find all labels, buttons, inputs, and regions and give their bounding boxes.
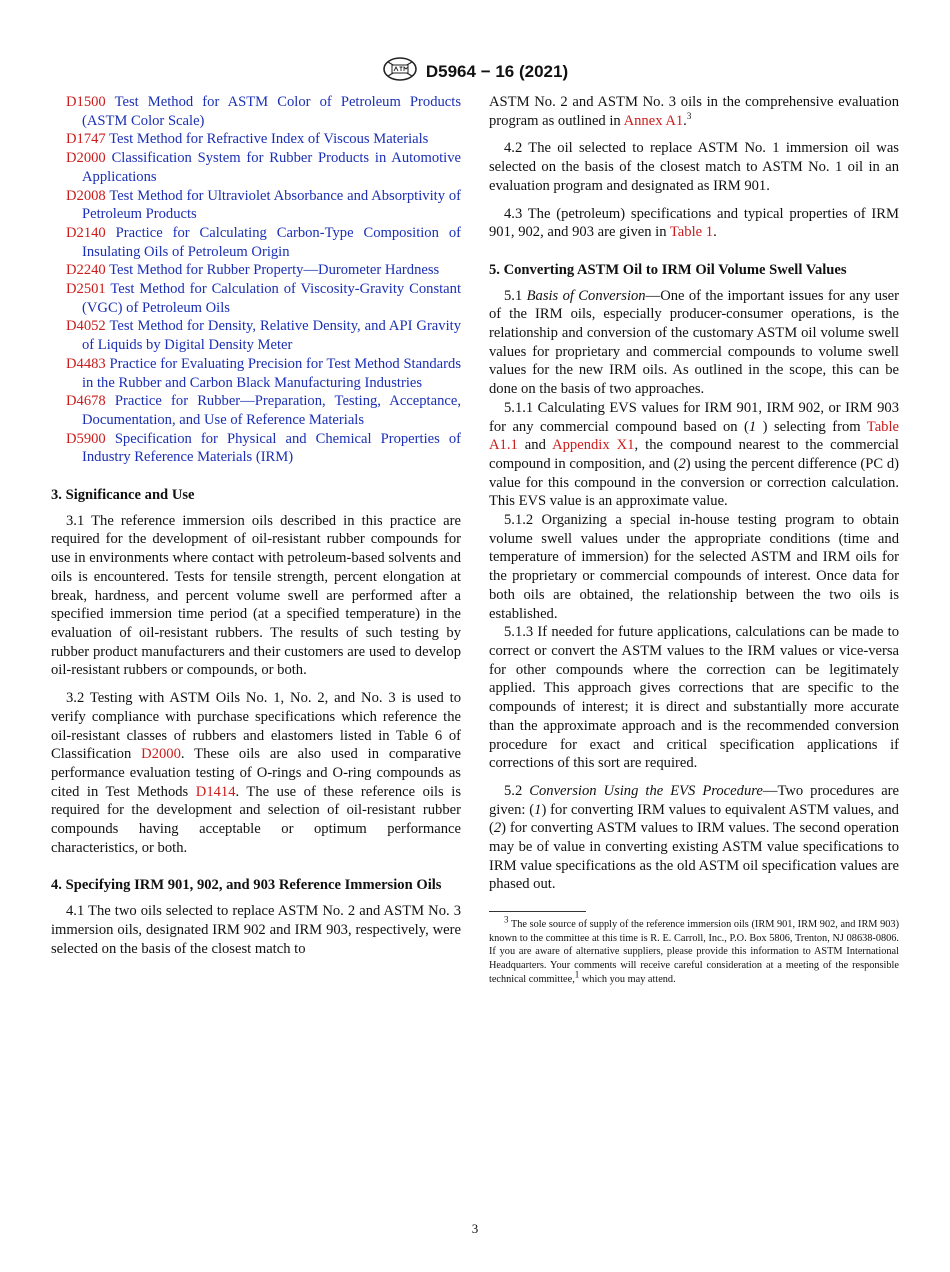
reference-item[interactable] [51, 392, 461, 429]
right-column [489, 93, 899, 986]
paragraph-4-2: 4.2 The oil selected to replace ASTM No. 1 immersion oil was selected on the basis of the closest match to ASTM No. 1 oil in an evaluation program and designated as IRM 901. [489, 140, 899, 194]
paragraph-3-2: 3.2 Testing with ASTM Oils No. 1, No. 2, and No. 3 is used to verify compliance with purchase specifications which reference the oil-resistant classes of rubbers and elastomers listed in Table 6 of Classification D2000. These oils are also used in comparative performance evaluation testing of O-rings and O-ring compounds as cited in Test Methods D1414. The use of these reference oils is required for the development and selection of oil-resistant rubber compounds having acceptable or optimum performance characteristics, or both. [51, 690, 462, 856]
paragraph-4-1-continued: ASTM No. 2 and ASTM No. 3 oils in the comprehensive evaluation program as outlined in Annex A1.$^3$ [489, 94, 899, 129]
reference-title[interactable]: Test Method for Calculation of Viscosity-Gravity Constant (VGC) of Petroleum Oils [82, 281, 462, 316]
link-d1414[interactable]: D1414 [195, 783, 236, 800]
reference-item[interactable] [51, 130, 461, 149]
reference-item[interactable] [51, 93, 461, 130]
reference-code[interactable]: D2140 [66, 224, 106, 241]
reference-title[interactable]: Test Method for ASTM Color of Petroleum Products (ASTM Color Scale) [82, 94, 461, 129]
footnote-3: $^3$ The sole source of supply of the reference immersion oils (IRM 901, IRM 902, and IRM 903) known to the committee at this time is R. E. Carroll, Inc., P.O. Box 5806, Trenton, NJ 08638-0806. If you are aware of alternative suppliers, please provide this information to ASTM International Headquarters. Your comments will receive careful consideration at a meeting of the responsible technical committee,$^1$ which you may attend. [489, 914, 899, 985]
left-column [51, 93, 461, 958]
reference-code[interactable]: D4052 [66, 318, 106, 335]
paragraph-5-1-3: 5.1.3 If needed for future applications, calculations can be made to correct or convert the ASTM values to the IRM values or vice-versa for other compounds where the correction can be legitimately applied. This approach gives corrections that are specific to the compounds of interest; it is direct and substantially more accurate than the approximate approach and is the recommended conversion procedure for exact and critical specification applications if corrections of this sort are required. [489, 624, 899, 772]
section-4-heading: 4. Specifying IRM 901, 902, and 903 Reference Immersion Oils [51, 877, 442, 894]
reference-item[interactable] [51, 261, 461, 280]
referenced-documents-list [51, 93, 461, 467]
link-table-1[interactable]: Table 1 [669, 224, 714, 241]
reference-code[interactable]: D1500 [66, 94, 106, 110]
page-number: 3 [471, 1221, 479, 1236]
link-appendix-x1[interactable]: Appendix X1 [552, 437, 635, 454]
reference-item[interactable] [51, 355, 461, 392]
paragraph-4-3: 4.3 The (petroleum) specifications and typical properties of IRM 901, 902, and 903 are given in Table 1. [489, 205, 899, 241]
page-header [0, 56, 950, 87]
section-5-heading: 5. Converting ASTM Oil to IRM Oil Volume Swell Values [489, 261, 847, 278]
reference-title[interactable]: Test Method for Rubber Property—Durometer Hardness [109, 262, 440, 279]
link-annex-a1[interactable]: Annex A1 [623, 112, 684, 129]
reference-code[interactable]: D4678 [66, 393, 106, 410]
paragraph-3-1: 3.1 The reference immersion oils described in this practice are required for the development of oil-resistant rubber compounds for use in environments where contact with petroleum-based solvents and oils is encountered. Tests for tensile strength, percent elongation at break, hardness, and percent volume swell are performed after a specified immersion time period (at a specified temperature) in the evaluation of oil-resistant rubbers. The results of such testing by rubber product manufacturers and their customers are used to develop oil-resistant rubbers or compounds, or both. [51, 512, 461, 679]
reference-title[interactable]: Test Method for Refractive Index of Viscous Materials [109, 131, 429, 148]
paragraph-5-1-1: 5.1.1 Calculating EVS values for IRM 901, IRM 902, or IRM 903 for any commercial compound based on (1 ) selecting from Table A1.1 and Appendix X1, the compound nearest to the commercial compound in composition, and (2) using the percent difference (PC d) value for this compound in the conversion or correction calculation. This EVS value is an approximate value. [489, 399, 899, 510]
reference-title[interactable]: Specification for Physical and Chemical Properties of Industry Reference Materials (IRM) [82, 430, 461, 466]
reference-code[interactable]: D4483 [66, 355, 106, 372]
paragraph-4-1: 4.1 The two oils selected to replace ASTM No. 2 and ASTM No. 3 immersion oils, designated IRM 902 and IRM 903, respectively, were selected on the basis of the closest match to [51, 903, 461, 957]
reference-code[interactable]: D1747 [66, 131, 106, 148]
reference-item[interactable] [51, 224, 461, 261]
reference-item[interactable] [51, 430, 461, 467]
reference-title[interactable]: Practice for Evaluating Precision for Test Method Standards in the Rubber and Carbon Black Manufacturing Industries [82, 355, 461, 391]
reference-title[interactable]: Practice for Rubber—Preparation, Testing, Acceptance, Documentation, and Use of Reference Materials [82, 393, 461, 428]
reference-code[interactable]: D2501 [66, 281, 106, 298]
paragraph-5-2: 5.2 Conversion Using the EVS Procedure—Two procedures are given: (1) for converting IRM values to equivalent ASTM values, and (2) for converting ASTM values to IRM values. The second operation may be of value in converting existing ASTM value specifications to IRM value specifications as the old ASTM oil specification values are phased out. [489, 782, 900, 893]
reference-title[interactable]: Test Method for Density, Relative Density, and API Gravity of Liquids by Digital Density Meter [82, 318, 461, 354]
reference-code[interactable]: D2000 [66, 150, 106, 167]
reference-item[interactable] [51, 317, 461, 354]
reference-item[interactable] [51, 187, 461, 224]
reference-code[interactable]: D2008 [66, 187, 106, 204]
reference-item[interactable] [51, 280, 461, 317]
paragraph-5-1: 5.1 Basis of Conversion—One of the important issues for any user of the IRM oils, especially producer-consumer operations, is the relationship and conversion of the customary ASTM oil volume swell values for proprietary and commercial compounds to volume swell values for the new IRM oils. As outlined in the scope, this can be done on the basis of two approaches. [489, 287, 900, 398]
footnote-divider [489, 911, 586, 912]
section-3-heading: 3. Significance and Use [51, 487, 195, 504]
link-d2000[interactable]: D2000 [141, 746, 181, 763]
reference-code[interactable]: D2240 [66, 262, 106, 279]
link-table-a1-1[interactable]: Table A1.1 [489, 418, 899, 454]
footnote-ref-3[interactable]: 3 [686, 110, 692, 121]
reference-item[interactable] [51, 149, 461, 186]
reference-title[interactable]: Test Method for Ultraviolet Absorbance and Absorptivity of Petroleum Products [82, 187, 461, 223]
reference-title[interactable]: Practice for Calculating Carbon-Type Composition of Insulating Oils of Petroleum Origin [82, 224, 461, 260]
paragraph-5-1-2: 5.1.2 Organizing a special in-house testing program to obtain volume swell values under the appropriate conditions (time and temperature of immersion) for the selected ASTM and IRM oils for the proprietary or commercial compounds of interest. Once data for both oils are obtained, the relationship between the two oils is established. [489, 512, 899, 622]
document-code: D5964 − 16 (2021) [425, 61, 569, 81]
astm-logo-icon [382, 56, 418, 87]
reference-code[interactable]: D5900 [66, 430, 106, 447]
reference-title[interactable]: Classification System for Rubber Products in Automotive Applications [82, 150, 461, 185]
